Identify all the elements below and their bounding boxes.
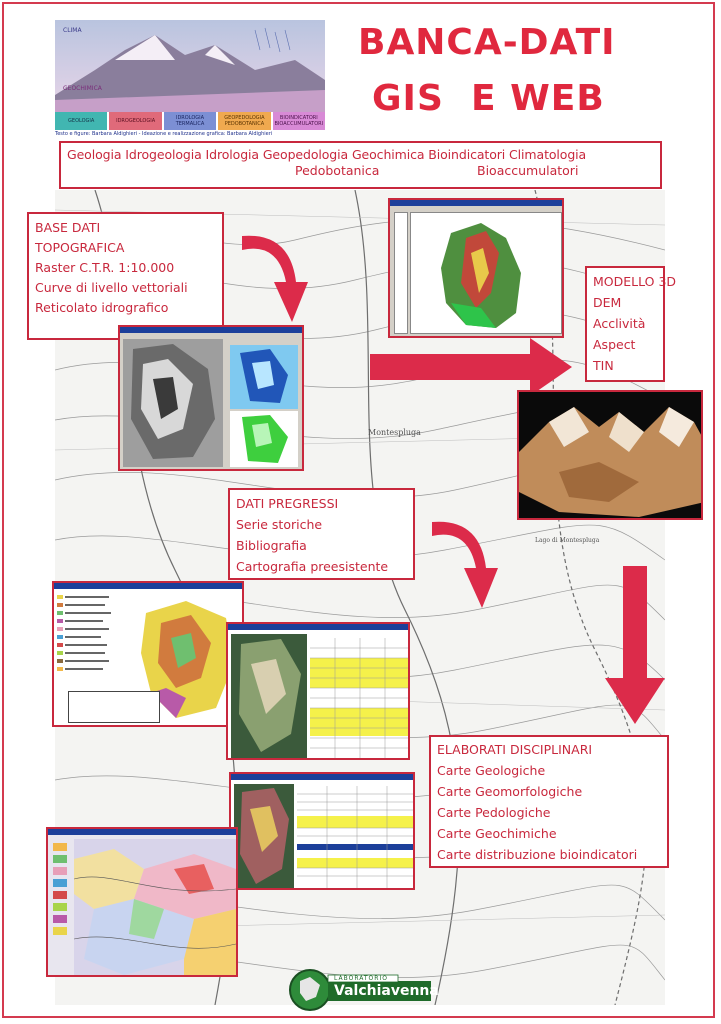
elaborati-item: Carte Geomorfologiche [437, 784, 583, 799]
banner-tab-idrogeologia: IDROGEOLOGIA [109, 112, 161, 130]
banner-credits: Testo e figure: Barbara Aldighieri - Ideazione e realizzazione grafica: Barbara Aldighieri [55, 131, 273, 137]
page-title-line2: GIS E WEB [372, 78, 605, 119]
banner-tab-geopedologia: GEOPEDOLOGIA PEDOBOTANICA [218, 112, 270, 130]
banner-label-clima: CLIMA [63, 27, 82, 34]
data-table-screenshot-2 [229, 772, 415, 890]
logo-label-valchiavenna: Valchiavenna [334, 983, 439, 999]
disciplines-box [59, 141, 662, 189]
project-banner [55, 20, 325, 138]
banner-tab-bioindicatori: BIOINDICATORI BIOACCUMULATORI [273, 112, 325, 130]
geologic-map-screenshot [52, 581, 244, 727]
dati-pregressi-item: Serie storiche [236, 517, 323, 532]
elaborati-item: Carte distribuzione bioindicatori [437, 847, 638, 862]
banner-label-geochimica: GEOCHIMICA [63, 85, 102, 92]
base-dati-item: Reticolato idrografico [35, 300, 169, 315]
modello-item: TIN [593, 358, 614, 373]
elaborati-title: ELABORATI DISCIPLINARI [437, 742, 593, 757]
dati-pregressi-item: Bibliografia [236, 538, 307, 553]
elaborati-item: Carte Geochimiche [437, 826, 557, 841]
straight-arrow-right [370, 336, 574, 398]
discipline-bioaccumulatori: Bioaccumulatori [477, 163, 579, 178]
banner-tabs [55, 112, 325, 130]
banner-tab-geologia: GEOLOGIA [55, 112, 107, 130]
dati-pregressi-box [228, 488, 415, 580]
dati-pregressi-title: DATI PREGRESSI [236, 496, 339, 511]
straight-arrow-down [605, 566, 665, 726]
base-dati-title1: BASE DATI [35, 220, 101, 235]
curved-arrow-1 [240, 232, 310, 324]
detailed-geologic-map-screenshot [46, 827, 238, 977]
map-label-montespluga: Montespluga [368, 428, 421, 437]
curved-arrow-2 [430, 518, 500, 610]
elaborati-item: Carte Geologiche [437, 763, 546, 778]
dem-software-screenshot [388, 198, 564, 338]
elaborati-disciplinari-box [429, 735, 669, 868]
modello-item: Acclività [593, 316, 646, 331]
page-title-line1: BANCA-DATI [358, 22, 616, 63]
laboratorio-logo [288, 967, 439, 1013]
mountain-landscape-illustration [55, 20, 325, 112]
base-dati-title2: TOPOGRAFICA [35, 240, 125, 255]
hillshade-screenshot [118, 325, 304, 471]
3d-terrain-render [517, 390, 703, 520]
map-label-lago: Lago di Montespluga [535, 537, 600, 544]
elaborati-item: Carte Pedologiche [437, 805, 551, 820]
data-table-screenshot-1 [226, 622, 410, 760]
modello-item: DEM [593, 295, 622, 310]
disciplines-line1: Geologia Idrogeologia Idrologia Geopedologia Geochimica Bioindicatori Climatologia [67, 147, 587, 162]
modello-3d-box [585, 266, 677, 382]
dati-pregressi-item: Cartografia preesistente [236, 559, 389, 574]
base-dati-topografica-box [27, 212, 224, 340]
discipline-pedobotanica: Pedobotanica [295, 163, 380, 178]
logo-label-laboratorio: LABORATORIO [334, 975, 388, 982]
modello-item: Aspect [593, 337, 636, 352]
modello-item: MODELLO 3D [593, 274, 677, 289]
base-dati-item: Curve di livello vettoriali [35, 280, 188, 295]
base-dati-item: Raster C.T.R. 1:10.000 [35, 260, 175, 275]
banner-tab-idrologia: IDROLOGIA TERMALICA [164, 112, 216, 130]
